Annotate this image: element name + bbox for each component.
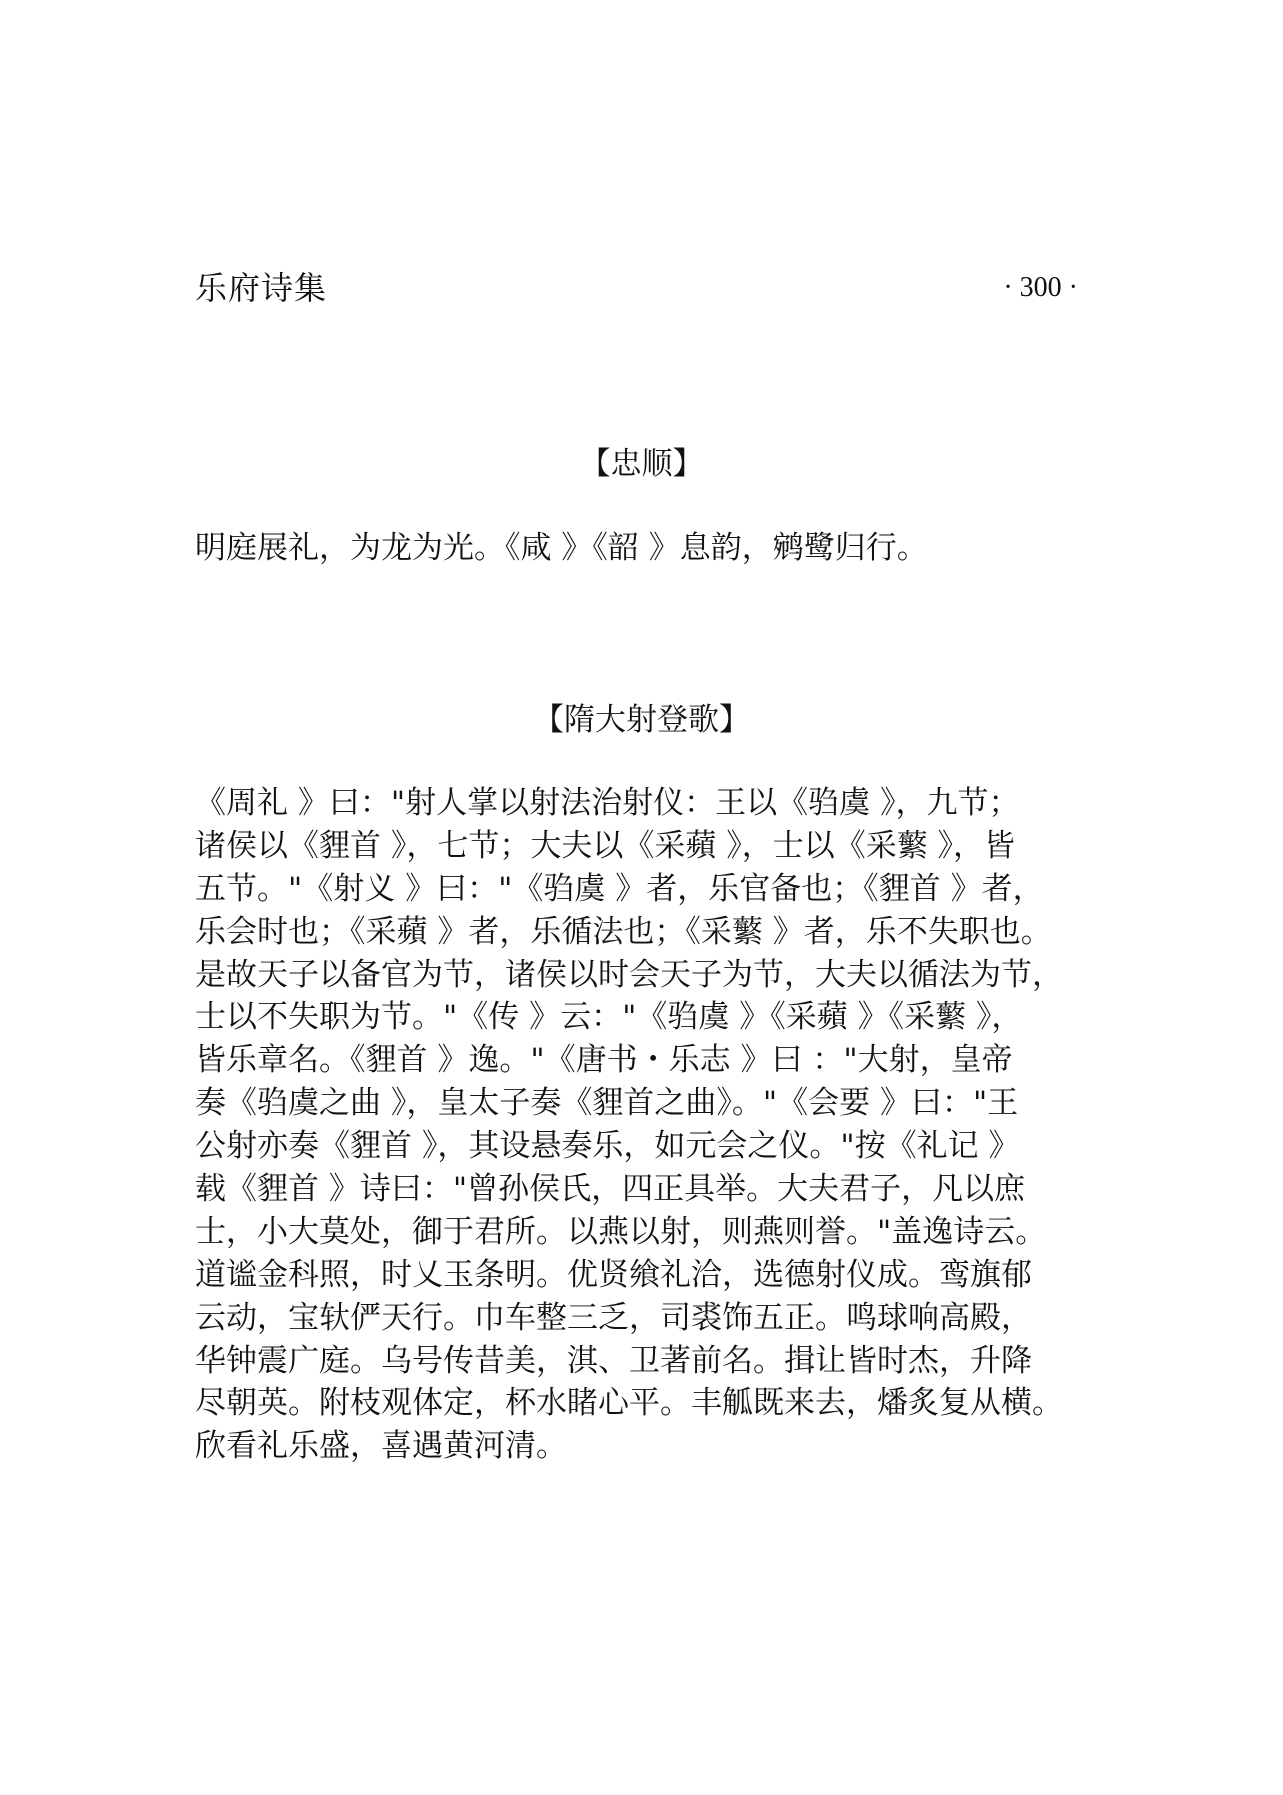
text-line: 士，小大莫处，御于君所。以燕以射，则燕则誉。"盖逸诗云。 <box>195 1213 1047 1250</box>
text-line: 《周礼 》曰："射人掌以射法治射仪：王以《驺虞 》，九节； <box>195 785 1020 821</box>
text-line: 云动，宝轪俨天行。巾车整三乏，司裘饰五正。鸣球响高殿， <box>195 1299 1032 1336</box>
section-title-sui-dashe-dengge: 【隋大射登歌】 <box>533 702 750 738</box>
text-line: 诸侯以《貍首 》，七节；大夫以《采蘋 》，士以《采蘩 》，皆 <box>195 827 1016 864</box>
body-text-sui-dashe-dengge <box>195 782 1125 1468</box>
poem-zhongshun: 明庭展礼，为龙为光。《咸 》《韶 》息韵，鹓鹭归行。 <box>195 530 928 566</box>
text-line: 士以不失职为节。"《传 》云："《驺虞 》《采蘋 》《采蘩 》， <box>195 999 1023 1036</box>
text-line: 载《貍首 》诗曰："曾孙侯氏，四正具举。大夫君子，凡以庶 <box>195 1171 1026 1208</box>
text-line: 华钟震广庭。乌号传昔美，淇、卫著前名。揖让皆时杰，升降 <box>195 1342 1032 1379</box>
text-line: 道谧金科照，时乂玉条明。优贤飨礼洽，选德射仪成。鸾旗郁 <box>195 1256 1032 1293</box>
page-number: · 300 · <box>1003 272 1078 303</box>
text-line: 欣看礼乐盛，喜遇黄河清。 <box>195 1428 567 1465</box>
text-line: 尽朝英。附枝观体定，杯水睹心平。丰觚既来去，燔炙复从横。 <box>195 1385 1063 1422</box>
text-line: 皆乐章名。《貍首 》逸。"《唐书・乐志 》曰 ："大射，皇帝 <box>195 1042 1013 1079</box>
section-title-zhongshun: 【忠顺】 <box>579 446 704 482</box>
text-line: 奏《驺虞之曲 》，皇太子奏《貍首之曲》。"《会要 》曰："王 <box>195 1085 1019 1122</box>
text-line: 乐会时也；《采蘋 》者，乐循法也；《采蘩 》者，乐不失职也。 <box>195 913 1052 950</box>
text-line: 是故天子以备官为节，诸侯以时会天子为节，大夫以循法为节， <box>195 956 1063 993</box>
text-line: 五节。"《射义 》曰："《驺虞 》者，乐官备也；《貍首 》者， <box>195 870 1044 907</box>
text-line: 公射亦奏《貍首 》，其设悬奏乐，如元会之仪。"按《礼记 》 <box>195 1128 1020 1165</box>
running-head-book-title: 乐府诗集 <box>195 269 328 307</box>
